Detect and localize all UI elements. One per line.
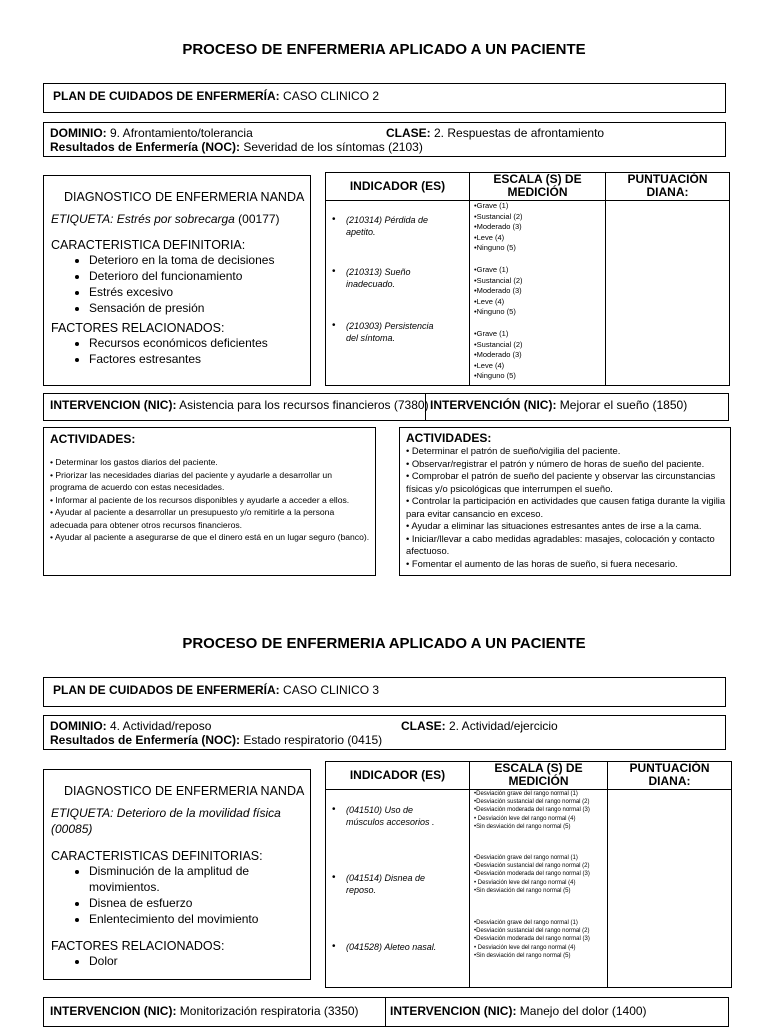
scale-item: • Leve (4) — [474, 233, 523, 244]
nanda-box-2 — [43, 769, 311, 980]
caract-title: CARACTERISTICA DEFINITORIA: — [51, 238, 246, 252]
scale-item: • Grave (1) — [474, 201, 523, 212]
scale-list — [474, 790, 606, 831]
list-item: • Controlar la participación en actividades que causen fatiga durante la vigilia para evitar cansancio en exceso. — [406, 495, 726, 519]
indicator-cell — [326, 790, 470, 988]
th-puntuacion: PUNTUACIÓN DIANA: — [608, 762, 732, 790]
indicator-item: • (210314) Pérdida de apetito. — [346, 214, 438, 238]
factores-title: FACTORES RELACIONADOS: — [51, 321, 225, 335]
nic-label: INTERVENCIÓN (NIC): — [430, 398, 557, 412]
list-item: • Enlentecimiento del movimiento — [89, 911, 289, 927]
plan-value: CASO CLINICO 2 — [279, 89, 380, 103]
scale-item: • Ninguno (5) — [474, 371, 523, 382]
list-item: • Iniciar/llevar a cabo medidas agradables: masajes, colocación y contacto afectuoso. — [406, 532, 715, 556]
scale-item: • Leve (4) — [474, 361, 523, 372]
scale-item: • Desviación grave del rango normal (1) — [474, 854, 606, 862]
list-item: • Determinar el patrón de sueño/vigilia del paciente. — [406, 445, 621, 456]
nic-value: Asistencia para los recursos financieros (7380) — [176, 398, 429, 412]
list-item: • Informar al paciente de los recursos disponibles y ayudarle a acceder a ellos. — [50, 494, 350, 505]
list-item: • Observar/registrar el patrón y número de horas de sueño del paciente. — [406, 457, 705, 469]
scale-item: • Desviación moderada del rango normal (3) — [474, 935, 606, 943]
indicator-cell — [326, 201, 470, 386]
plan-box-2 — [43, 677, 726, 707]
puntuacion-cell — [606, 201, 730, 386]
scale-item: • Desviación sustancial del rango normal (2) — [474, 927, 606, 935]
nic-right — [390, 1004, 647, 1018]
scale-item: • Moderado (3) — [474, 222, 523, 233]
indicator-item: • (041514) Disnea de reposo. — [346, 872, 438, 896]
list-item: • Disminución de la amplitud de movimientos. — [89, 863, 289, 895]
dominio-value: 4. Actividad/reposo — [106, 719, 212, 733]
scale-item: • Leve (4) — [474, 297, 523, 308]
clase — [401, 719, 558, 733]
clase-value: 2. Actividad/ejercicio — [445, 719, 558, 733]
list-item: • Ayudar al paciente a asegurarse de que el dinero está en un lugar seguro (banco). — [50, 532, 370, 542]
list-item: • Ayudar a eliminar las situaciones estresantes antes de irse a la cama. — [406, 520, 702, 531]
scale-item: • Desviación leve del rango normal (4) — [474, 879, 606, 887]
list-item: • Ayudar al paciente a desarrollar un presupuesto y/o remitirle a la persona adecuada para obtener otros recursos financieros. — [50, 507, 335, 530]
noc-value: Estado respiratorio (0415) — [240, 733, 383, 747]
scale-item: • Ninguno (5) — [474, 307, 523, 318]
factores-list — [51, 953, 310, 969]
caract-list — [51, 252, 310, 316]
scale-item: • Sin desviación del rango normal (5) — [474, 887, 606, 895]
list-item: • Fomentar el aumento de las horas de sueño, si fuera necesario. — [406, 557, 678, 569]
list-item: • Estrés excesivo — [89, 284, 310, 300]
nic-value: Manejo del dolor (1400) — [516, 1004, 647, 1018]
list-item: • Dolor — [89, 953, 310, 969]
scale-item: • Desviación leve del rango normal (4) — [474, 944, 606, 952]
th-indicador: INDICADOR (ES) — [326, 762, 470, 790]
clase-label: CLASE: — [401, 719, 446, 733]
scale-item: • Sustancial (2) — [474, 340, 523, 351]
th-escala: ESCALA (S) DE MEDICIÓN — [470, 173, 606, 201]
nic-label: INTERVENCION (NIC): — [50, 1004, 177, 1018]
dominio-label: DOMINIO: — [50, 126, 107, 140]
clase — [386, 126, 604, 140]
list-item: • Disnea de esfuerzo — [89, 895, 289, 911]
scale-item: • Sin desviación del rango normal (5) — [474, 952, 606, 960]
list-item: • Comprobar el patrón de sueño del paciente y observar las circunstancias físicas y/o psicológicas que interrumpen el sueño. — [406, 470, 716, 494]
nanda-box-1 — [43, 175, 311, 386]
nanda-title: DIAGNOSTICO DE ENFERMERIA NANDA — [64, 784, 305, 798]
th-indicador: INDICADOR (ES) — [326, 173, 470, 201]
caract-title: CARACTERISTICAS DEFINITORIAS: — [51, 849, 263, 863]
scale-item: • Desviación grave del rango normal (1) — [474, 790, 606, 798]
etiqueta: ETIQUETA: Estrés por sobrecarga — [51, 212, 235, 226]
list-item: • Priorizar las necesidades diarias del paciente y ayudarle a desarrollar un programa de acuerdo con estas necesidades. — [50, 469, 332, 492]
etiqueta: ETIQUETA: Deterioro de la movilidad física (00085) — [51, 806, 281, 836]
list-item: • Deterioro del funcionamiento — [89, 268, 310, 284]
scale-item: • Sustancial (2) — [474, 212, 523, 223]
scale-item: • Ninguno (5) — [474, 243, 523, 254]
list-item: • Sensación de presión — [89, 300, 310, 316]
dominio-label: DOMINIO: — [50, 719, 107, 733]
th-escala: ESCALA (S) DE MEDICIÓN — [470, 762, 608, 790]
caract-list — [51, 863, 289, 927]
clase-value: 2. Respuestas de afrontamiento — [430, 126, 605, 140]
plan-label: PLAN DE CUIDADOS DE ENFERMERÍA: — [53, 89, 280, 103]
indicator-item: • (210313) Sueño inadecuado. — [346, 266, 438, 290]
scale-item: • Desviación grave del rango normal (1) — [474, 919, 606, 927]
indicator-item: • (041510) Uso de músculos accesorios . — [346, 804, 438, 828]
indicator-table-1 — [325, 172, 730, 386]
scale-list — [474, 265, 523, 318]
scale-item: • Sustancial (2) — [474, 276, 523, 287]
nanda-title: DIAGNOSTICO DE ENFERMERIA NANDA — [64, 190, 305, 204]
page-title-1: PROCESO DE ENFERMERIA APLICADO A UN PACIENTE — [182, 41, 586, 58]
nic-right — [430, 398, 687, 412]
scale-list — [474, 329, 523, 382]
scale-item: • Grave (1) — [474, 265, 523, 276]
nic-left — [50, 1004, 359, 1018]
list-item: • Recursos económicos deficientes — [89, 335, 310, 351]
nic-value: Monitorización respiratoria (3350) — [176, 1004, 359, 1018]
plan-box-1 — [43, 83, 726, 113]
actividades-box-2 — [399, 427, 731, 576]
indicator-item: • (210303) Persistencia del síntoma. — [346, 320, 438, 344]
noc-label: Resultados de Enfermería (NOC): — [50, 140, 241, 154]
plan-value: CASO CLINICO 3 — [279, 683, 380, 697]
actividades-list — [406, 445, 726, 570]
scale-item: • Moderado (3) — [474, 286, 523, 297]
clase-label: CLASE: — [386, 126, 431, 140]
page-title-2: PROCESO DE ENFERMERIA APLICADO A UN PACIENTE — [182, 635, 586, 652]
scale-item: • Desviación sustancial del rango normal (2) — [474, 862, 606, 870]
indicator-item: • (041528) Aleteo nasal. — [346, 941, 438, 953]
actividades-title: ACTIVIDADES: — [50, 432, 136, 446]
scale-item: • Desviación sustancial del rango normal (2) — [474, 798, 606, 806]
nic-label: INTERVENCION (NIC): — [50, 398, 177, 412]
list-item: • Factores estresantes — [89, 351, 310, 367]
factores-list — [51, 335, 310, 367]
scale-list — [474, 854, 606, 895]
dominio-box-2 — [43, 715, 726, 750]
puntuacion-cell — [608, 790, 732, 988]
noc-label: Resultados de Enfermería (NOC): — [50, 733, 241, 747]
noc-value: Severidad de los síntomas (2103) — [240, 140, 423, 154]
nic-box-1 — [43, 393, 729, 421]
scale-cell — [470, 790, 608, 988]
actividades-title: ACTIVIDADES: — [406, 431, 492, 445]
scale-item: • Desviación moderada del rango normal (3) — [474, 870, 606, 878]
scale-item: • Desviación moderada del rango normal (3) — [474, 806, 606, 814]
nic-left — [50, 398, 429, 412]
scale-item: • Sin desviación del rango normal (5) — [474, 823, 606, 831]
list-item: • Deterioro en la toma de decisiones — [89, 252, 310, 268]
nic-value: Mejorar el sueño (1850) — [556, 398, 688, 412]
etiqueta-code: (00177) — [234, 212, 280, 226]
nic-label: INTERVENCION (NIC): — [390, 1004, 517, 1018]
scale-item: • Moderado (3) — [474, 350, 523, 361]
dominio-value: 9. Afrontamiento/tolerancia — [106, 126, 253, 140]
dominio-box-1 — [43, 122, 726, 157]
scale-item: • Grave (1) — [474, 329, 523, 340]
scale-list — [474, 919, 606, 960]
actividades-list — [50, 456, 371, 544]
th-puntuacion: PUNTUACIÓN DIANA: — [606, 173, 730, 201]
scale-cell — [470, 201, 606, 386]
scale-list — [474, 201, 523, 254]
actividades-box-1 — [43, 427, 376, 576]
indicator-table-2 — [325, 761, 732, 988]
factores-title: FACTORES RELACIONADOS: — [51, 939, 225, 953]
list-item: • Determinar los gastos diarios del paciente. — [50, 457, 218, 467]
plan-label: PLAN DE CUIDADOS DE ENFERMERÍA: — [53, 683, 280, 697]
scale-item: • Desviación leve del rango normal (4) — [474, 815, 606, 823]
nic-box-2 — [43, 997, 729, 1027]
